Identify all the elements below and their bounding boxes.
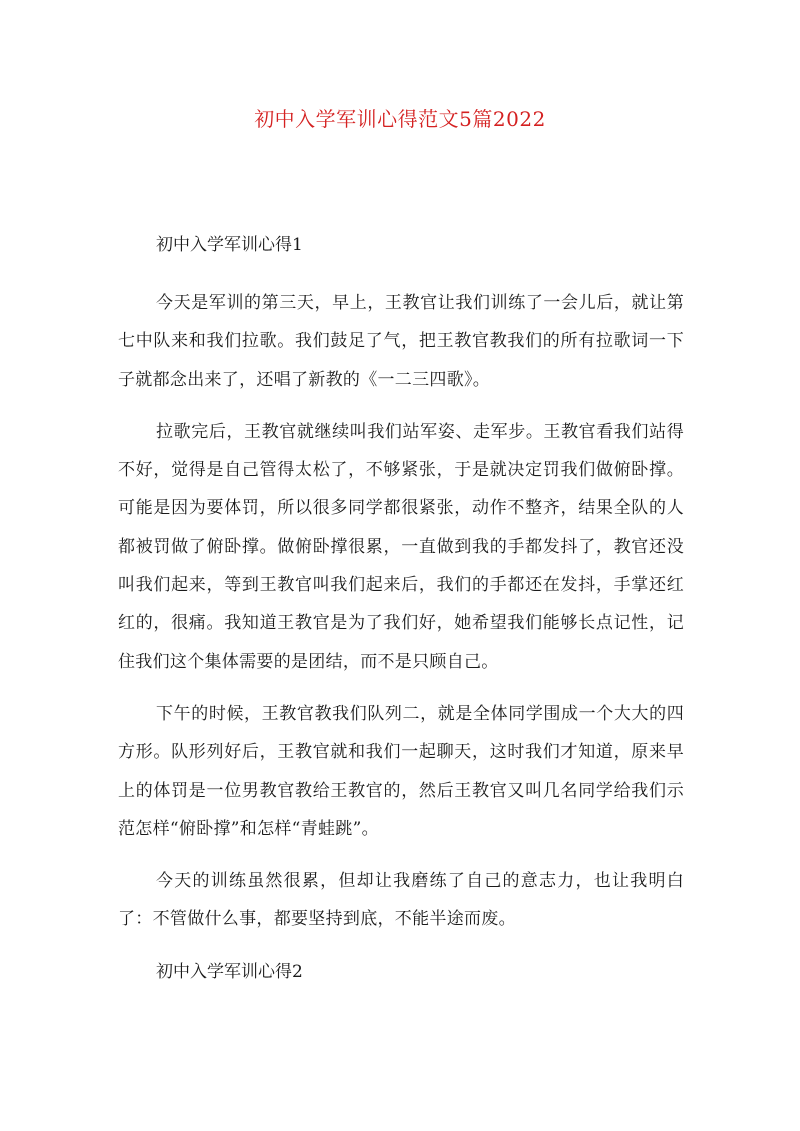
section-heading-2: 初中入学军训心得2 <box>156 961 303 982</box>
section-heading-1: 初中入学军训心得1 <box>156 235 303 255</box>
paragraph: 拉歌完后，王教官就继续叫我们站军姿、走军步。王教官看我们站得不好，觉得是自己管得太松了，不够紧张，于是就决定罚我们做俯卧撑。可能是因为要体罚，所以很多同学都很紧张，动作不整齐，结果全队的人都被罚做了俯卧撑。做俯卧撑很累，一直做到我的手都发抖了，教官还没叫我们起来，等到王教官叫我们起来后，我们的手都还在发抖，手掌还红红的，很痛。我知道王教官是为了我们好，她希望我们能够长点记性，记住我们这个集体需要的是团结，而不是只顾自己。 <box>118 421 684 672</box>
document-body <box>118 226 684 1011</box>
paragraph: 今天是军训的第三天，早上，王教官让我们训练了一会儿后，就让第七中队来和我们拉歌。我们鼓足了气，把王教官教我们的所有拉歌词一下子就都念出来了，还唱了新教的《一二三四歌》。 <box>118 293 684 390</box>
paragraph: 今天的训练虽然很累，但却让我磨练了自己的意志力，也让我明白了：不管做什么事，都要坚持到底，不能半途而废。 <box>118 871 684 930</box>
paragraph: 下午的时候，王教官教我们队列二，就是全体同学围成一个大大的四方形。队形列好后，王教官就和我们一起聊天，这时我们才知道，原来早上的体罚是一位男教官教给王教官的，然后王教官又叫几名同学给我们示范怎样“俯卧撑”和怎样“青蛙跳”。 <box>118 703 684 839</box>
document-title: 初中入学军训心得范文5篇2022 <box>254 107 546 131</box>
